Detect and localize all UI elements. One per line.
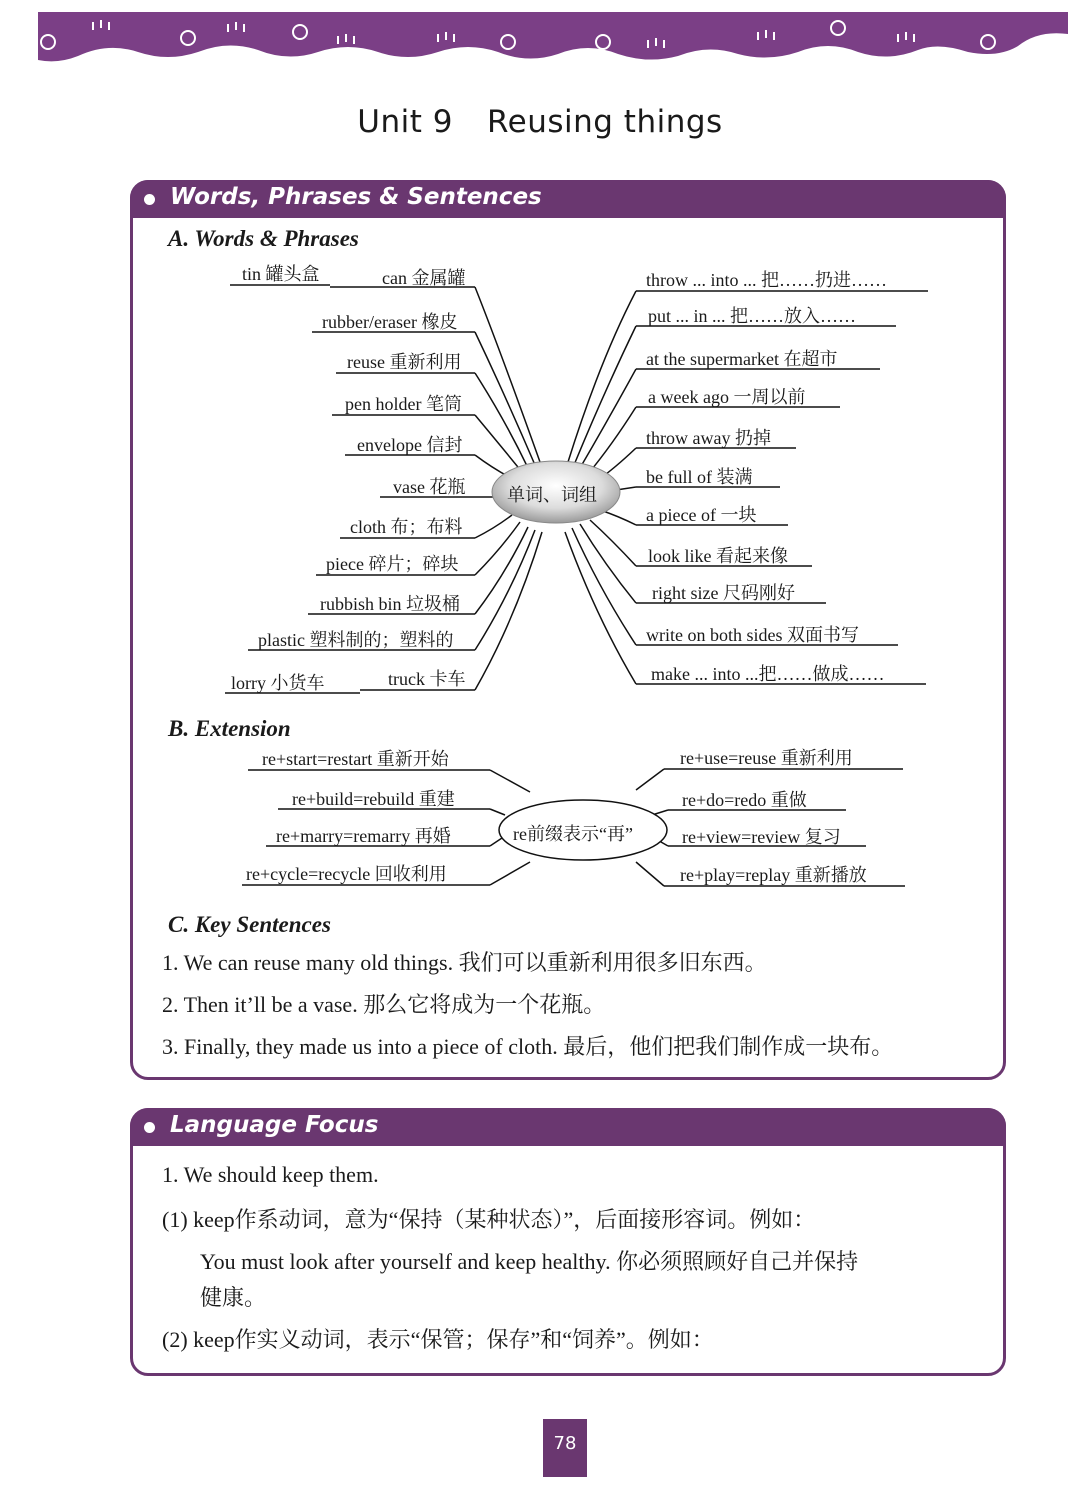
bullet-icon xyxy=(144,1122,155,1133)
unit-label: Unit 9 xyxy=(357,104,453,140)
left-word-vase: vase 花瓶 xyxy=(393,477,466,497)
ext-left-remarry: re+marry=remarry 再婚 xyxy=(276,826,451,846)
right-phrase-look-like: look like 看起来像 xyxy=(648,546,788,566)
unit-topic: Reusing things xyxy=(486,104,723,140)
page-number: 78 xyxy=(543,1419,587,1477)
key-sentence-2: 2. Then it’ll be a vase. 那么它将成为一个花瓶。 xyxy=(162,992,606,1017)
left-word-reuse: reuse 重新利用 xyxy=(347,352,462,372)
right-phrase-put-in: put ... in ... 把……放入…… xyxy=(648,306,857,326)
left-word-rubber: rubber/eraser 橡皮 xyxy=(322,312,458,332)
c-heading: C. Key Sentences xyxy=(168,912,331,937)
right-phrase-throw-into: throw ... into ... 把……扔进…… xyxy=(646,270,887,290)
extension-center-label: re前缀表示“再” xyxy=(513,824,633,844)
right-phrase-write-both-sides: write on both sides 双面书写 xyxy=(646,625,859,645)
ext-right-replay: re+play=replay 重新播放 xyxy=(680,865,867,885)
a-heading: A. Words & Phrases xyxy=(168,226,359,251)
left-word-tin: tin 罐头盒 xyxy=(242,264,320,284)
right-phrase-make-into: make ... into ...把……做成…… xyxy=(651,664,885,684)
left-word-pen-holder: pen holder 笔筒 xyxy=(345,394,462,414)
left-word-truck: truck 卡车 xyxy=(388,669,466,689)
left-word-can: can 金属罐 xyxy=(382,268,466,288)
b-heading: B. Extension xyxy=(168,716,291,741)
right-phrase-be-full-of: be full of 装满 xyxy=(646,467,753,487)
ext-right-reuse: re+use=reuse 重新利用 xyxy=(680,748,853,768)
right-phrase-week-ago: a week ago 一周以前 xyxy=(648,387,806,407)
center-label: 单词、词组 xyxy=(507,485,597,505)
language-focus-header xyxy=(130,1108,1006,1146)
focus-line-1: 1. We should keep them. xyxy=(162,1162,379,1187)
ext-left-restart: re+start=restart 重新开始 xyxy=(262,749,449,769)
right-phrase-throw-away: throw away 扔掉 xyxy=(646,428,771,448)
right-phrase-supermarket: at the supermarket 在超市 xyxy=(646,349,838,369)
right-phrase-piece-of: a piece of 一块 xyxy=(646,505,757,525)
left-word-rubbish-bin: rubbish bin 垃圾桶 xyxy=(320,594,461,614)
focus-line-5: (2) keep作实义动词，表示“保管；保存”和“饲养”。例如： xyxy=(162,1327,714,1352)
right-phrase-right-size: right size 尺码刚好 xyxy=(652,583,795,603)
ext-right-redo: re+do=redo 重做 xyxy=(682,790,807,810)
ext-left-recycle: re+cycle=recycle 回收利用 xyxy=(246,864,447,884)
left-word-envelope: envelope 信封 xyxy=(357,435,463,455)
section-heading: Language Focus xyxy=(170,1112,379,1138)
ext-left-rebuild: re+build=rebuild 重建 xyxy=(292,789,455,809)
section-heading: Words, Phrases & Sentences xyxy=(170,184,542,210)
focus-line-3: You must look after yourself and keep healthy. 你必须照顾好自己并保持 xyxy=(200,1249,859,1274)
focus-line-4: 健康。 xyxy=(200,1285,267,1310)
left-word-cloth: cloth 布；布料 xyxy=(350,517,463,537)
focus-line-2: (1) keep作系动词，意为“保持（某种状态）”，后面接形容词。例如： xyxy=(162,1207,816,1232)
left-word-piece: piece 碎片；碎块 xyxy=(326,554,459,574)
key-sentence-3: 3. Finally, they made us into a piece of cloth. 最后，他们把我们制作成一块布。 xyxy=(162,1034,894,1059)
left-word-plastic: plastic 塑料制的；塑料的 xyxy=(258,630,454,650)
key-sentence-1: 1. We can reuse many old things. 我们可以重新利用很多旧东西。 xyxy=(162,950,767,975)
left-word-lorry: lorry 小货车 xyxy=(231,673,325,693)
ext-right-review: re+view=review 复习 xyxy=(682,827,841,847)
